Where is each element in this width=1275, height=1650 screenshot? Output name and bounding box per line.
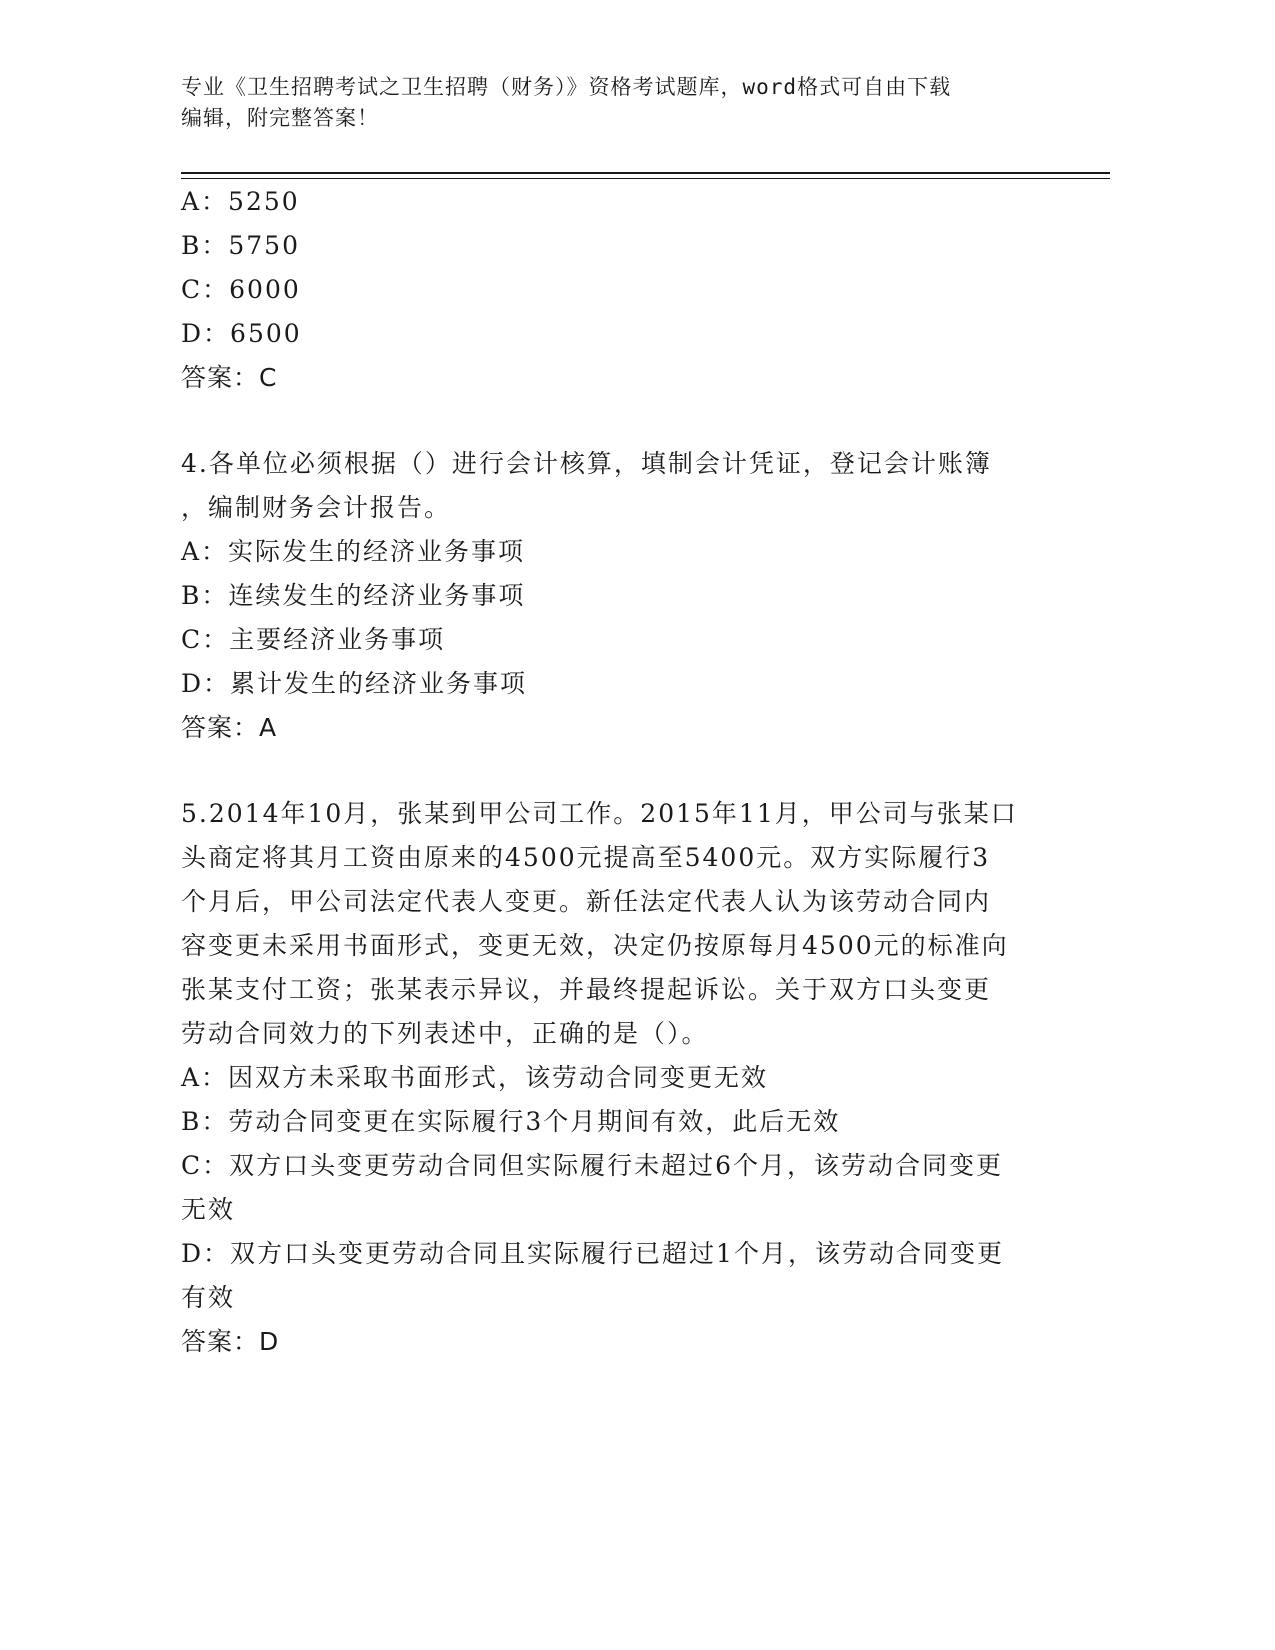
spacer: [181, 400, 1051, 442]
q3-answer: 答案：C: [181, 363, 278, 392]
q5-option-d-line-1: D：双方口头变更劳动合同且实际履行已超过1个月，该劳动合同变更: [181, 1239, 1004, 1268]
header-line-1: 专业《卫生招聘考试之卫生招聘（财务）》资格考试题库，word格式可自由下载: [181, 75, 952, 99]
q5-answer: 答案：D: [181, 1327, 280, 1356]
q4-answer: 答案：A: [181, 713, 278, 742]
q4-option-c: C：主要经济业务事项: [181, 625, 446, 654]
header-divider-thin: [181, 178, 1110, 179]
header-divider-thick: [181, 172, 1110, 174]
q5-stem-line-2: 头商定将其月工资由原来的4500元提高至5400元。双方实际履行3: [181, 843, 991, 872]
q5-stem-line-6: 劳动合同效力的下列表述中，正确的是（）。: [181, 1019, 709, 1048]
q4-option-d: D：累计发生的经济业务事项: [181, 669, 528, 698]
q3-option-d: D：6500: [181, 319, 302, 348]
q5-option-a: A：因双方未采取书面形式，该劳动合同变更无效: [181, 1063, 769, 1092]
q5-option-b: B：劳动合同变更在实际履行3个月期间有效，此后无效: [181, 1107, 841, 1136]
q4-stem-line-2: ，编制财务会计报告。: [181, 493, 452, 522]
spacer: [181, 750, 1051, 792]
q4-stem-line-1: 4.各单位必须根据（）进行会计核算，填制会计凭证，登记会计账簿: [181, 449, 992, 478]
q5-option-d-line-2: 有效: [181, 1283, 236, 1312]
header-line-2: 编辑，附完整答案！: [181, 106, 379, 130]
page-header: [181, 72, 1041, 134]
q5-stem-line-4: 容变更未采用书面形式，变更无效，决定仍按原每月4500元的标准向: [181, 931, 1009, 960]
q3-option-b: B：5750: [181, 231, 300, 260]
q4-option-b: B：连续发生的经济业务事项: [181, 581, 526, 610]
question-content: [181, 180, 1051, 1364]
question-3: [181, 180, 1051, 400]
question-4: [181, 442, 1051, 750]
q5-stem-line-5: 张某支付工资；张某表示异议，并最终提起诉讼。关于双方口头变更: [181, 975, 992, 1004]
q5-stem-line-3: 个月后，甲公司法定代表人变更。新任法定代表人认为该劳动合同内: [181, 887, 992, 916]
q5-stem-line-1: 5.2014年10月，张某到甲公司工作。2015年11月，甲公司与张某口: [181, 799, 1018, 828]
q5-option-c-line-1: C：双方口头变更劳动合同但实际履行未超过6个月，该劳动合同变更: [181, 1151, 1004, 1180]
q5-option-c-line-2: 无效: [181, 1195, 236, 1224]
q3-option-c: C：6000: [181, 275, 301, 304]
q4-option-a: A：实际发生的经济业务事项: [181, 537, 526, 566]
question-5: [181, 792, 1051, 1364]
q3-option-a: A：5250: [181, 187, 300, 216]
